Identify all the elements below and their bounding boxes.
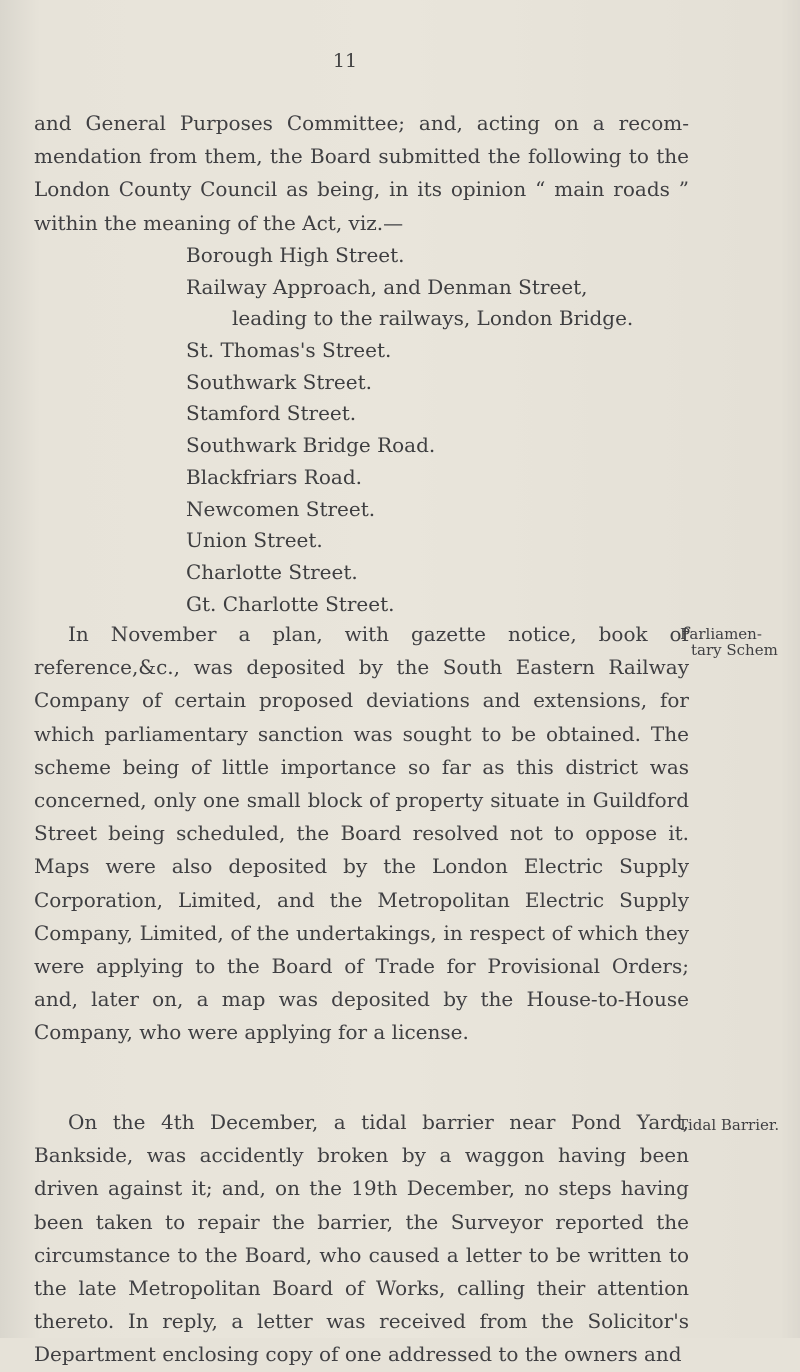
road-item: Charlotte Street. bbox=[186, 559, 358, 584]
margin-note-tidal-barrier: Tidal Barrier. bbox=[678, 1116, 780, 1134]
road-item bbox=[186, 272, 633, 335]
margin-note-line: Parliamen- bbox=[680, 625, 762, 643]
road-item-line: Railway Approach, and Denman Street, bbox=[186, 274, 588, 299]
main-roads-list bbox=[186, 240, 633, 620]
road-item-continuation: leading to the railways, London Bridge. bbox=[232, 306, 634, 331]
road-item: Borough High Street. bbox=[186, 243, 405, 267]
intro-paragraph: and General Purposes Committee; and, acting on a recommendation from them, the Board submitted the following to the London County Council as being, in its opinion “ main roads ” within the meaning of the Act, viz.— bbox=[34, 111, 689, 235]
tidal-barrier-paragraph: On the 4th December, a tidal barrier near Pond Yard, Bankside, was accidently broken by a waggon having been driven against it; and, on the 19th December, no steps having been taken to repair the barrier, the Surveyor reported the circumstance to the Board, who caused a letter to be written to the late Metropolitan Board of Works, calling their attention thereto. In reply, a letter was received from the Solicitor's Department enclosing copy of one addressed to the owners and bbox=[34, 1110, 689, 1367]
parliamentary-paragraph: In November a plan, with gazette notice, book of reference,&c., was deposited by the South Eastern Railway Company of certain proposed deviations and extensions, for which parliamentary sanction was sought to be obtained. The scheme being of little importance so far as this district was concerned, only one small block of property situate in Guildford Street being scheduled, the Board resolved not to oppose it. Maps were also deposited by the London Electric Supply Corporation, Limited, and the Metropolitan Electric Supply Company, Limited, of the undertakings, in respect of which they were applying to the Board of Trade for Provisional Orders; and, later on, a map was deposited by the House-to-House Company, who were applying for a license. bbox=[34, 622, 689, 1045]
page-number: 11 bbox=[332, 50, 358, 72]
road-item: Southwark Street. bbox=[186, 369, 372, 394]
road-item: Union Street. bbox=[186, 528, 323, 553]
road-item: Gt. Charlotte Street. bbox=[186, 591, 395, 616]
margin-note-line: tary Schem bbox=[691, 641, 778, 659]
road-item: St. Thomas's Street. bbox=[186, 338, 392, 363]
road-item: Blackfriars Road. bbox=[186, 464, 362, 489]
road-item: Stamford Street. bbox=[186, 401, 357, 426]
margin-note-parliamentary bbox=[680, 626, 778, 658]
road-item: Newcomen Street. bbox=[186, 496, 376, 521]
road-item: Southwark Bridge Road. bbox=[186, 433, 436, 458]
